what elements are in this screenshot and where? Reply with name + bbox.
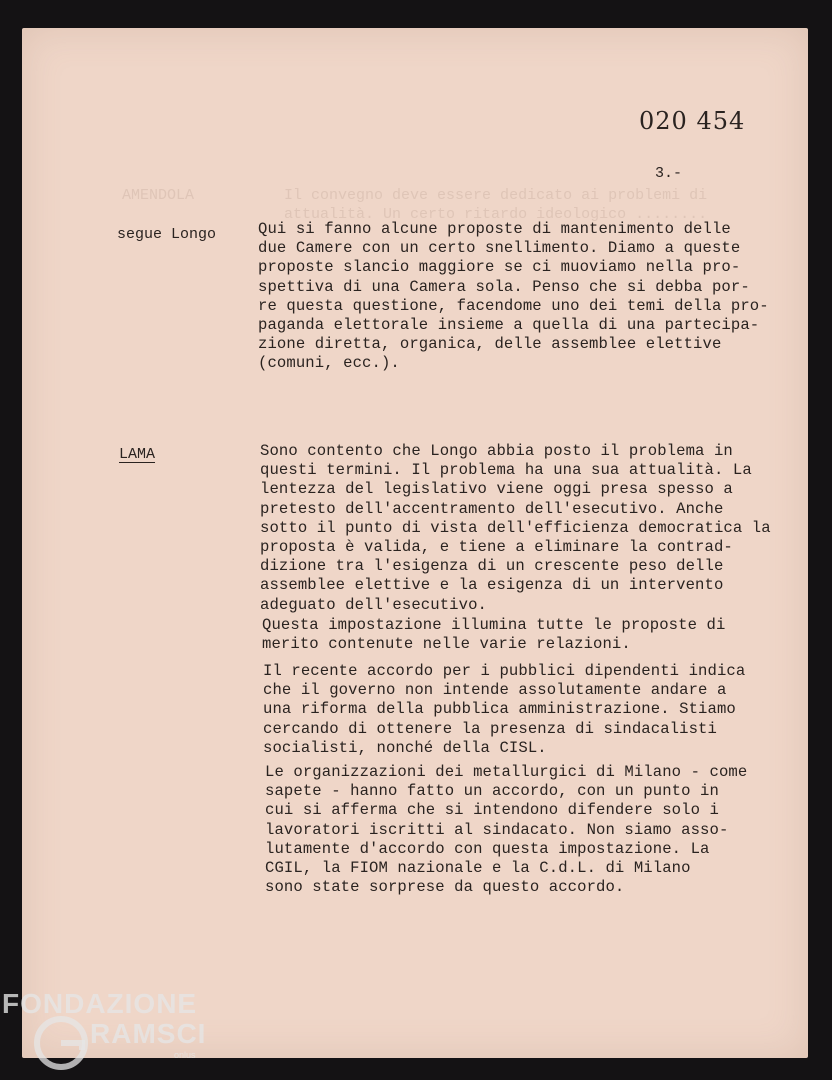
watermark-line1: FONDAZIONE <box>2 988 198 1019</box>
paragraph-lama-4: Le organizzazioni dei metallurgici di Milano - come sapete - hanno fatto un accordo, con un punto in cui si afferma che si intendono difendere solo i lavoratori iscritti al sindacato. Non siamo asso- lutamente d'accordo con questa impostazione. La CGIL, la FIOM nazionale e la C.d.L. di Milano sono state sorprese da questo accordo. <box>265 763 748 897</box>
speaker-label-lama: LAMA <box>119 446 156 463</box>
paragraph-longo: Qui si fanno alcune proposte di mantenimento delle due Camere con un certo snellimento. Diamo a queste proposte slancio maggiore se ci muoviamo nella pro- spettiva di una Camera sola. Penso che si debba por- re questa questione, facendome uno dei temi della pro- paganda elettorale insieme a quella di una partecipa- zione diretta, organica, delle assemblee elettive (comuni, ecc.). <box>258 220 769 373</box>
page-number: 3.- <box>655 165 683 182</box>
paragraph-lama-2: Questa impostazione illumina tutte le proposte di merito contenute nelle varie relazioni. <box>262 616 726 654</box>
bleed-through-text: AMENDOLA Il convegno deve essere dedicato ai problemi di attualità. Un certo ritardo ideologico ........ <box>122 187 708 223</box>
paragraph-lama-3: Il recente accordo per i pubblici dipendenti indica che il governo non intende assolutamente andare a una riforma della pubblica amministrazione. Stiamo cercando di ottenere la presenza di sindacalisti socialisti, nonché della CISL. <box>263 662 746 757</box>
g-logo-icon <box>34 1016 88 1070</box>
fondazione-gramsci-watermark <box>2 988 212 1078</box>
paragraph-lama-1: Sono contento che Longo abbia posto il problema in questi termini. Il problema ha una sua attualità. La lentezza del legislativo viene oggi presa spesso a pretesto dell'accentramento dell'esecutivo. Anche sotto il punto di vista dell'efficienza democratica la proposta è valida, e tiene a eliminare la contrad- dizione tra l'esigenza di un crescente peso delle assemblee elettive e la esigenza di un intervento adeguato dell'esecutivo. <box>260 442 771 614</box>
document-page <box>22 28 808 1058</box>
watermark-line2: RAMSCI <box>90 1018 207 1049</box>
archive-number: 020 454 <box>639 107 746 135</box>
watermark-suffix: onlus <box>174 1050 196 1060</box>
speaker-label-longo: segue Longo <box>117 226 217 243</box>
